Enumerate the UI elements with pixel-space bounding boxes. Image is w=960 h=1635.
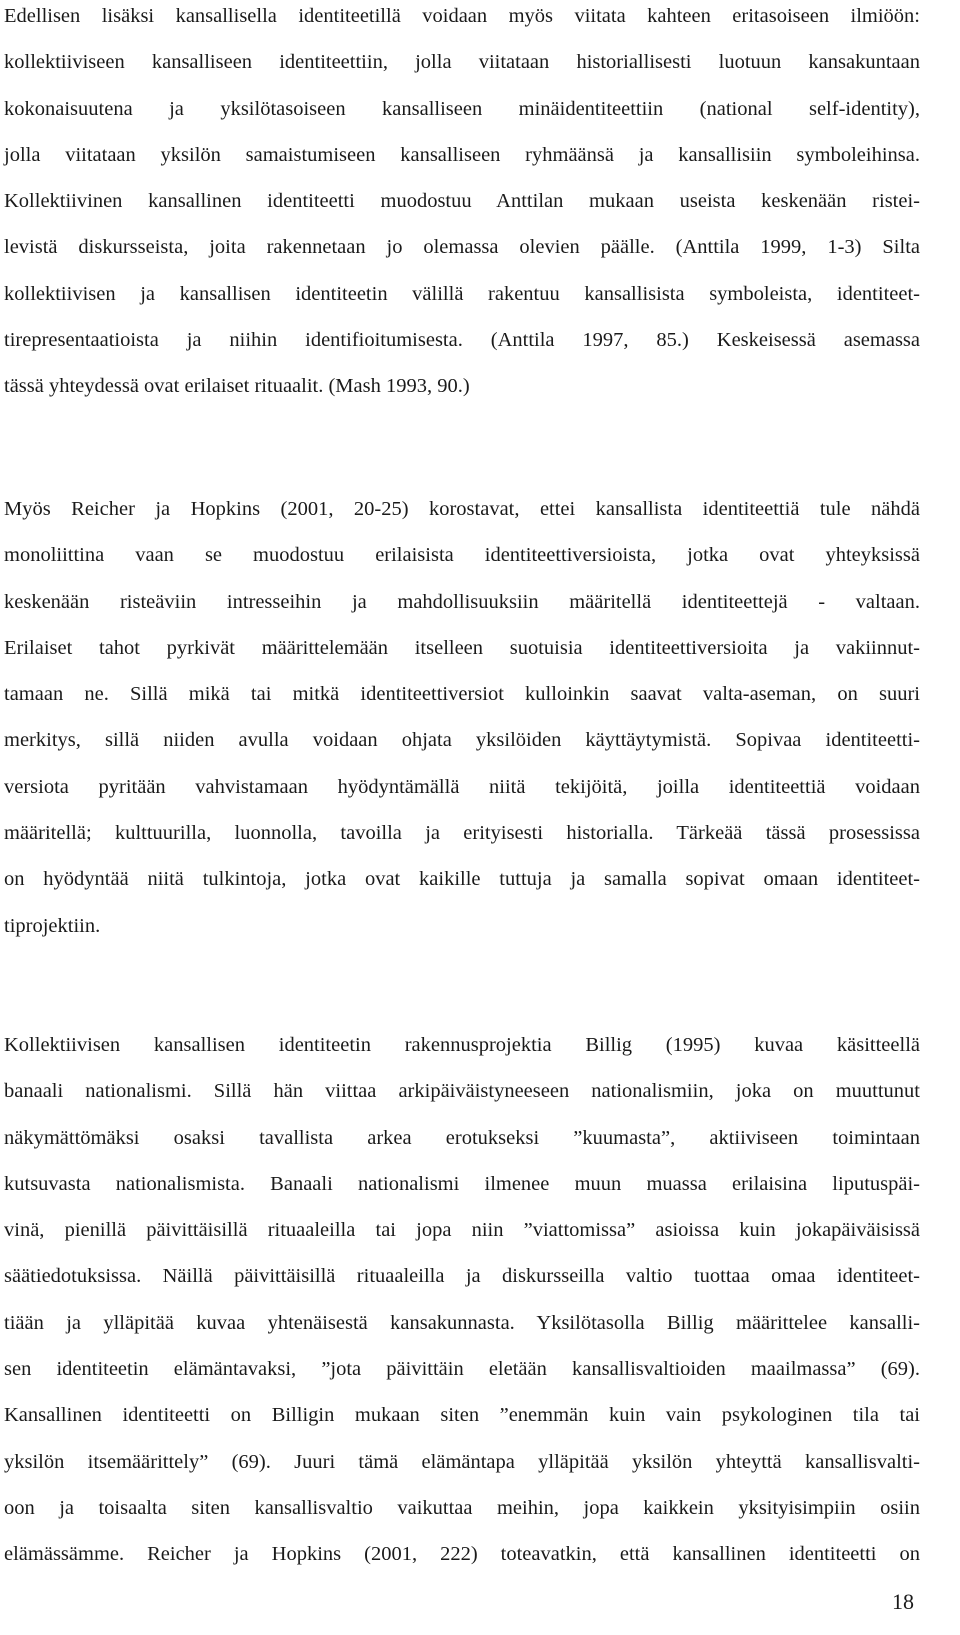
paragraph-line: vinä, pienillä päivittäisillä rituaaleilla tai jopa niin ”viattomissa” asioissa kuin jokapäiväisissä <box>4 1219 920 1242</box>
paragraph-line: Kollektiivinen kansallinen identiteetti muodostuu Anttilan mukaan useista keskenään ristei- <box>4 190 920 213</box>
paragraph-line: tiään ja ylläpitää kuvaa yhtenäisestä kansakunnasta. Yksilötasolla Billig määrittelee kansalli- <box>4 1311 920 1334</box>
paragraph-line: Kollektiivisen kansallisen identiteetin rakennusprojektia Billig (1995) kuvaa käsitteellä <box>4 1034 920 1056</box>
paragraph-line: sen identiteetin elämäntavaksi, ”jota päivittäin eletään kansallisvaltioiden maailmassa” (69). <box>4 1358 920 1381</box>
paragraph-line: tiprojektiin. <box>4 914 101 937</box>
paragraph-line: merkitys, sillä niiden avulla voidaan ohjata yksilöiden käyttäytymistä. Sopivaa identiteetti- <box>4 729 920 752</box>
paragraph-line: näkymättömäksi osaksi tavallista arkea erotukseksi ”kuumasta”, aktiiviseen toimintaan <box>4 1126 920 1149</box>
paragraph-line: Kansallinen identiteetti on Billigin mukaan siten ”enemmän kuin vain psykologinen tila tai <box>4 1404 920 1427</box>
paragraph-line: yksilön itsemäärittely” (69). Juuri tämä elämäntapa ylläpitää yksilön yhteyttä kansallisvalti- <box>4 1450 920 1473</box>
paragraph-line: kutsuvasta nationalismista. Banaali nationalismi ilmenee muun muassa erilaisina liputuspäi- <box>4 1172 920 1195</box>
page-number: 18 <box>892 1589 914 1614</box>
paragraph-2 <box>4 486 920 949</box>
paragraph-line: monoliittina vaan se muodostuu erilaisista identiteettiversioista, jotka ovat yhteyksissä <box>4 544 920 567</box>
paragraph-line: tirepresentaatioista ja niihin identifioitumisesta. (Anttila 1997, 85.) Keskeisessä asemassa <box>4 329 920 352</box>
paragraph-line: määritellä; kulttuurilla, luonnolla, tavoilla ja erityisesti historialla. Tärkeää tässä prosessissa <box>4 822 920 845</box>
paragraph-line: kollektiivisen ja kansallisen identiteetin välillä rakentuu kansallisista symboleista, identiteet- <box>4 282 920 305</box>
paragraph-line: tamaan ne. Sillä mikä tai mitkä identiteettiversiot kulloinkin saavat valta-aseman, on suuri <box>4 683 920 706</box>
paragraph-line: kokonaisuutena ja yksilötasoiseen kansalliseen minäidentiteettiin (national self-identity), <box>4 97 920 120</box>
paragraph-line: elämässämme. Reicher ja Hopkins (2001, 222) toteavatkin, että kansallinen identiteetti on <box>4 1543 920 1566</box>
paragraph-line: on hyödyntää niitä tulkintoja, jotka ovat kaikille tuttuja ja samalla sopivat omaan identiteet- <box>4 868 920 891</box>
paragraph-line: Erilaiset tahot pyrkivät määrittelemään itselleen suotuisia identiteettiversioita ja vakiinnut- <box>4 636 920 659</box>
paragraph-line: keskenään risteäviin intresseihin ja mahdollisuuksiin määritellä identiteettejä - valtaan. <box>4 590 920 613</box>
paragraph-line: jolla viitataan yksilön samaistumiseen kansalliseen ryhmäänsä ja kansallisiin symboleihinsa. <box>4 143 920 166</box>
paragraph-line: levistä diskursseista, joita rakennetaan jo olemassa olevien päälle. (Anttila 1999, 1-3) Silta <box>4 236 920 259</box>
paragraph-line: versiota pyritään vahvistamaan hyödyntämällä niitä tekijöitä, joilla identiteettiä voidaan <box>4 775 920 798</box>
paragraph-line: kollektiiviseen kansalliseen identiteettiin, jolla viitataan historiallisesti luotuun kansakuntaan <box>4 51 920 74</box>
paragraph-line: oon ja toisaalta siten kansallisvaltio vaikuttaa meihin, jopa kaikkein yksityisimpiin osiin <box>4 1496 920 1519</box>
paragraph-line: Edellisen lisäksi kansallisella identiteetillä voidaan myös viitata kahteen eritasoiseen ilmiöön: <box>4 5 920 27</box>
paragraph-line: tässä yhteydessä ovat erilaiset rituaalit. (Mash 1993, 90.) <box>4 375 470 398</box>
paragraph-1 <box>4 0 920 410</box>
paragraph-3 <box>4 1022 920 1578</box>
paragraph-line: säätiedotuksissa. Näillä päivittäisillä rituaaleilla ja diskursseilla valtio tuottaa omaa identiteet- <box>4 1265 920 1288</box>
paragraph-line: banaali nationalismi. Sillä hän viittaa arkipäiväistyneeseen nationalismiin, joka on muuttunut <box>4 1080 920 1103</box>
paragraph-line: Myös Reicher ja Hopkins (2001, 20-25) korostavat, ettei kansallista identiteettiä tule nähdä <box>4 498 920 520</box>
